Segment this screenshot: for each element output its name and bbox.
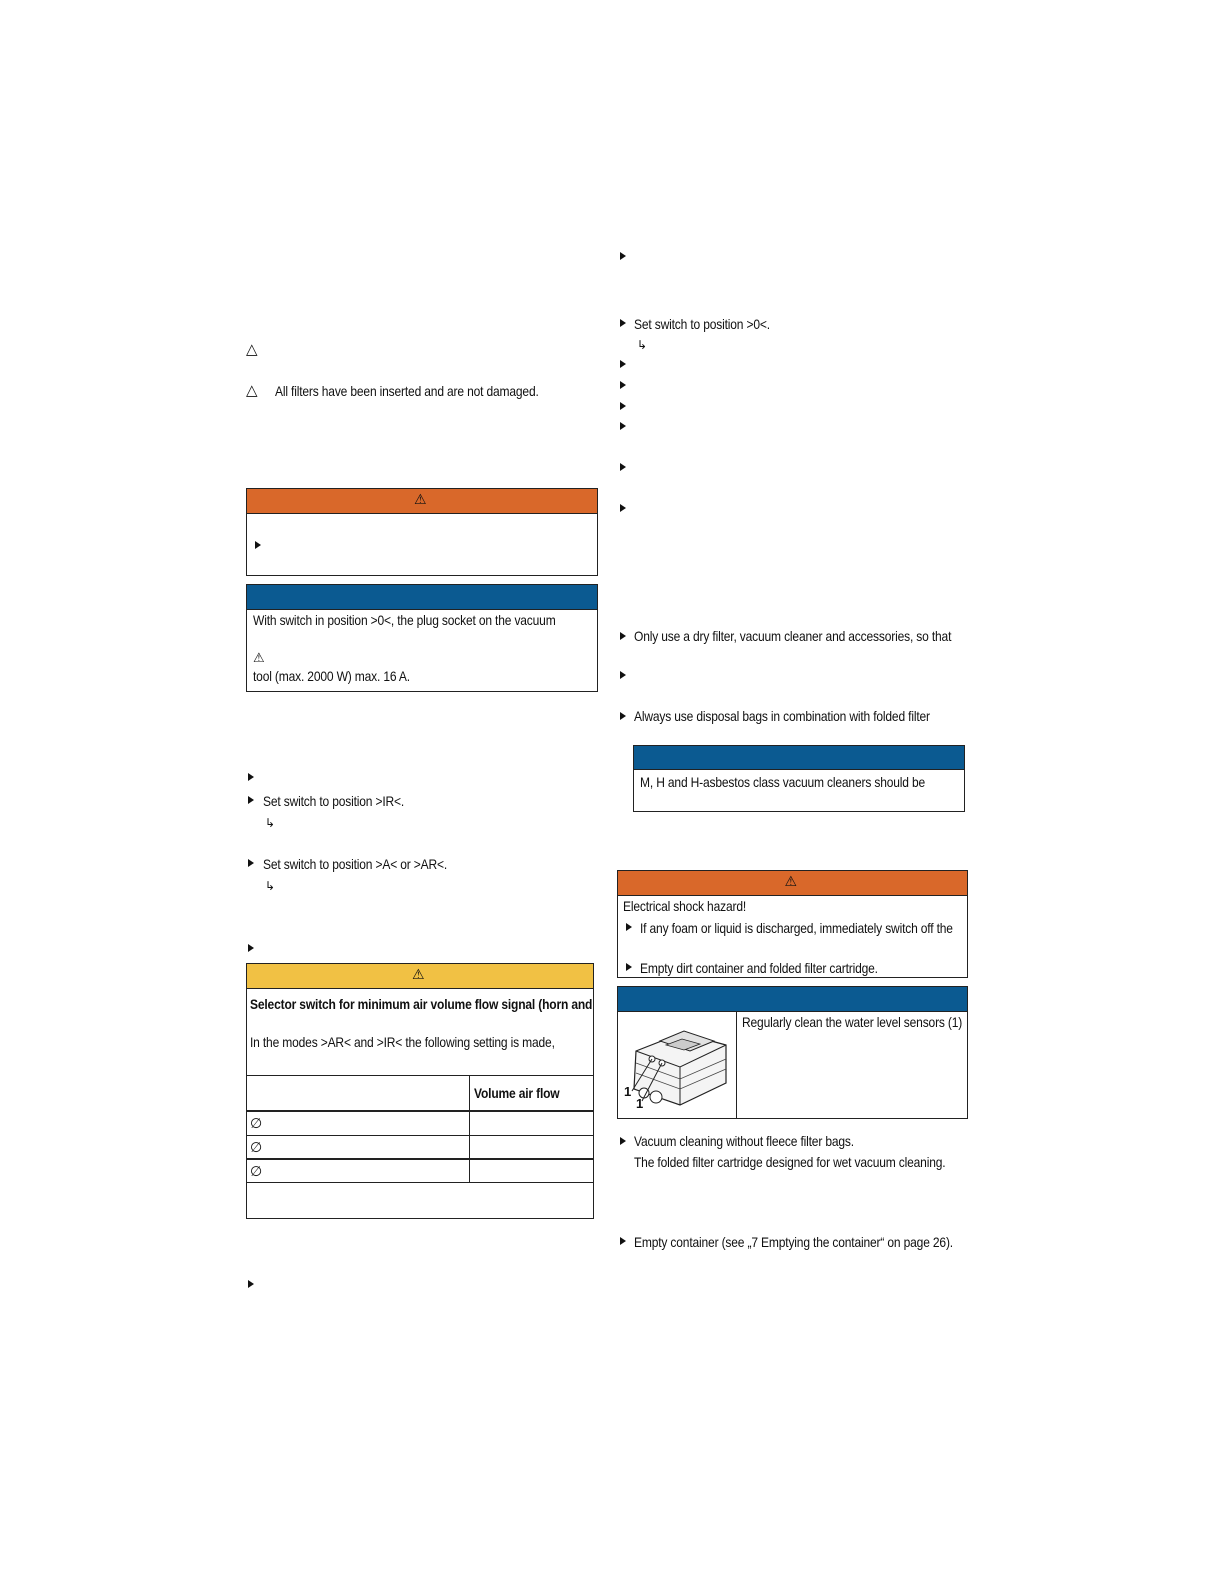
- step-arrow-icon: [620, 1137, 626, 1145]
- caution-title: Selector switch for minimum air volume flow signal (horn and: [250, 996, 593, 1012]
- warning-header: [247, 489, 597, 514]
- result-arrow-icon: ↳: [265, 879, 276, 893]
- warning-triangle-icon: ⚠: [414, 491, 427, 507]
- danger-box-shock: [617, 870, 968, 978]
- diameter-symbol: ∅: [250, 1115, 263, 1131]
- danger-step-empty: Empty dirt container and folded filter cartridge.: [640, 960, 878, 976]
- result-arrow-icon: ↳: [265, 816, 276, 830]
- note-socket-line3: tool (max. 2000 W) max. 16 A.: [253, 668, 410, 684]
- table-column-divider: [469, 1075, 470, 1182]
- note-class-text: M, H and H-asbestos class vacuum cleaners should be: [640, 774, 926, 790]
- step-arrow-icon: [620, 1237, 626, 1245]
- warning-box: [246, 488, 598, 576]
- danger-heading: Electrical shock hazard!: [623, 898, 747, 914]
- caution-text: In the modes >AR< and >IR< the following setting is made,: [250, 1034, 555, 1050]
- step-arrow-icon: [620, 712, 626, 720]
- step-arrow-icon: [626, 963, 632, 971]
- table-divider: [247, 1075, 593, 1076]
- table-divider: [247, 1110, 593, 1112]
- callout-label: 1: [636, 1096, 644, 1111]
- note-box-sensors: [617, 986, 968, 1119]
- step-dry-filter: Only use a dry filter, vacuum cleaner and accessories, so that: [634, 628, 952, 644]
- note-box-socket: [246, 584, 598, 692]
- caution-header: [247, 964, 593, 989]
- step-switch-0: Set switch to position >0<.: [634, 316, 770, 332]
- step-arrow-icon: [620, 319, 626, 327]
- step-arrow-icon: [626, 923, 632, 931]
- step-arrow-icon: [620, 381, 626, 389]
- step-arrow-icon: [620, 463, 626, 471]
- step-arrow-icon: [248, 1280, 254, 1288]
- step-empty-container: Empty container (see „7 Emptying the container“ on page 26).: [634, 1234, 953, 1250]
- checklist-item-filters: All filters have been inserted and are not damaged.: [275, 383, 539, 399]
- warning-triangle-icon: ⚠: [412, 966, 425, 982]
- step-switch-ir: Set switch to position >IR<.: [263, 793, 405, 809]
- note-box-class: [633, 745, 965, 812]
- diameter-symbol: ∅: [250, 1163, 263, 1179]
- step-wet-vacuum: Vacuum cleaning without fleece filter bags.: [634, 1133, 854, 1149]
- step-arrow-icon: [620, 360, 626, 368]
- step-arrow-icon: [620, 671, 626, 679]
- note-header: [618, 987, 967, 1012]
- caution-box-airflow: [246, 963, 594, 1219]
- sensor-text: Regularly clean the water level sensors (1): [742, 1014, 963, 1030]
- step-arrow-icon: [620, 402, 626, 410]
- checklist-triangle-icon: △: [246, 341, 258, 358]
- step-arrow-icon: [248, 796, 254, 804]
- checklist-triangle-icon: △: [246, 382, 258, 399]
- warning-triangle-icon: ⚠: [253, 650, 265, 665]
- step-arrow-icon: [620, 504, 626, 512]
- table-divider: [247, 1182, 593, 1183]
- step-arrow-icon: [620, 252, 626, 260]
- step-switch-a-ar: Set switch to position >A< or >AR<.: [263, 856, 448, 872]
- step-arrow-icon: [248, 773, 254, 781]
- diameter-symbol: ∅: [250, 1139, 263, 1155]
- step-disposal-bags: Always use disposal bags in combination with folded filter: [634, 708, 930, 724]
- step-arrow-icon: [620, 632, 626, 640]
- step-wet-vacuum-note: The folded filter cartridge designed for wet vacuum cleaning.: [634, 1154, 946, 1170]
- step-arrow-icon: [255, 541, 261, 549]
- note-header: [634, 746, 964, 770]
- step-arrow-icon: [248, 859, 254, 867]
- step-arrow-icon: [620, 422, 626, 430]
- table-header-volume-air-flow: Volume air flow: [474, 1085, 560, 1101]
- note-header: [247, 585, 597, 610]
- image-divider: [736, 1011, 737, 1119]
- danger-step-switch-off: If any foam or liquid is discharged, immediately switch off the: [640, 920, 953, 936]
- callout-label: 1: [624, 1084, 632, 1099]
- warning-triangle-icon: ⚠: [784, 873, 798, 889]
- table-divider: [247, 1135, 593, 1136]
- result-arrow-icon: ↳: [637, 338, 648, 352]
- note-socket-line1: With switch in position >0<, the plug socket on the vacuum: [253, 612, 556, 628]
- step-arrow-icon: [248, 944, 254, 952]
- table-divider: [247, 1158, 593, 1160]
- warning-header: [618, 871, 967, 896]
